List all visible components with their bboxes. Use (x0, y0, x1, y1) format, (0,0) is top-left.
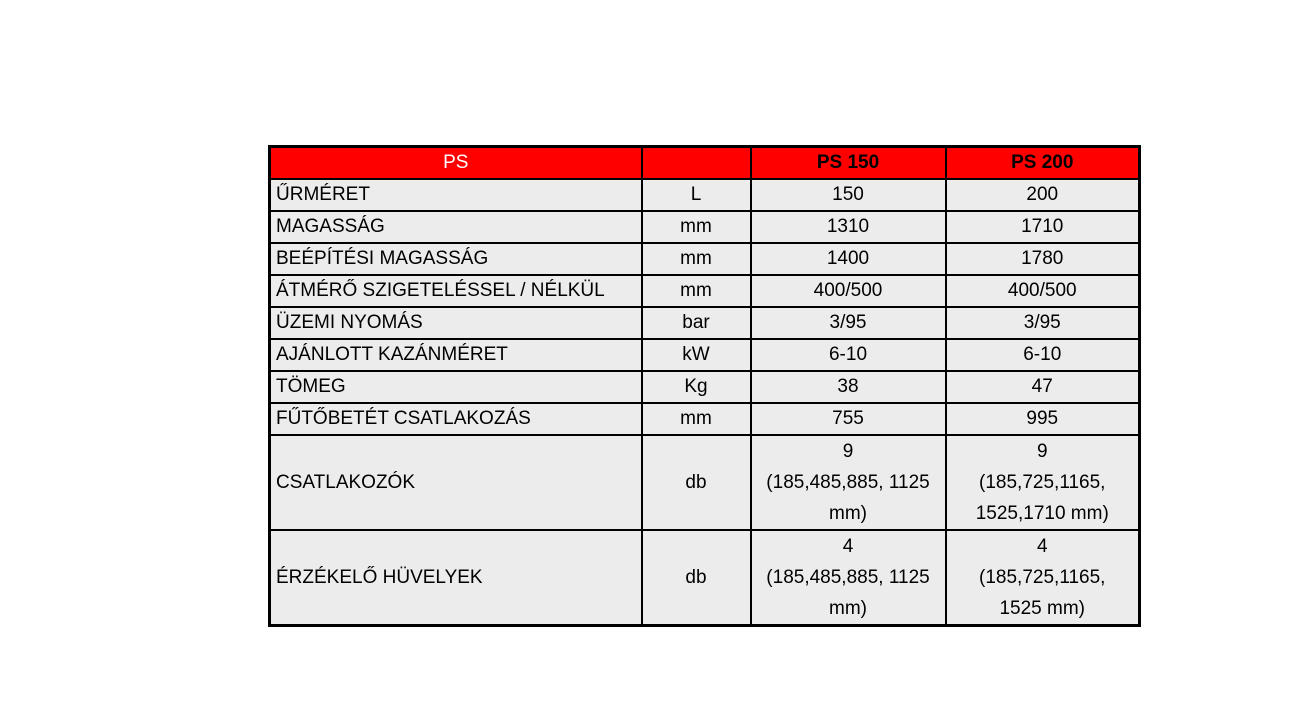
row-value: 6-10 (946, 339, 1140, 371)
value-line: mm) (829, 598, 867, 619)
value-line: 9 (842, 441, 854, 462)
row-unit: mm (642, 275, 751, 307)
value-line: 9 (1036, 441, 1048, 462)
row-value: 38 (751, 371, 946, 403)
row-label: FŰTŐBETÉT CSATLAKOZÁS (270, 403, 642, 435)
row-label: BEÉPÍTÉSI MAGASSÁG (270, 243, 642, 275)
row-value (946, 435, 1140, 530)
row-label: ÁTMÉRŐ SZIGETELÉSSEL / NÉLKÜL (270, 275, 642, 307)
table-row (270, 530, 1140, 626)
row-unit: db (642, 435, 751, 530)
row-label: ŰRMÉRET (270, 179, 642, 211)
table-row (270, 179, 1140, 211)
row-value: 995 (946, 403, 1140, 435)
spec-table (268, 145, 1141, 627)
row-label: ÉRZÉKELŐ HÜVELYEK (270, 530, 642, 626)
table-row (270, 211, 1140, 243)
table-row (270, 371, 1140, 403)
row-unit: mm (642, 243, 751, 275)
header-name-cell: PS (270, 147, 642, 180)
row-value (946, 530, 1140, 626)
row-value: 1400 (751, 243, 946, 275)
value-line: (185,485,885, 1125 (766, 472, 930, 493)
value-line: 4 (842, 536, 854, 557)
row-label: ÜZEMI NYOMÁS (270, 307, 642, 339)
value-line: mm) (829, 503, 867, 524)
value-line: (185,485,885, 1125 (766, 567, 930, 588)
row-value: 1780 (946, 243, 1140, 275)
value-line: (185,725,1165, (979, 567, 1106, 588)
row-value (751, 435, 946, 530)
row-unit: Kg (642, 371, 751, 403)
header-unit-cell (642, 147, 751, 180)
row-value: 6-10 (751, 339, 946, 371)
row-unit: mm (642, 403, 751, 435)
row-unit: L (642, 179, 751, 211)
value-line: 1525 mm) (999, 598, 1086, 619)
value-line: (185,725,1165, (979, 472, 1106, 493)
value-line: 1525,1710 mm) (975, 503, 1109, 524)
row-unit: db (642, 530, 751, 626)
row-value: 1710 (946, 211, 1140, 243)
row-unit: kW (642, 339, 751, 371)
row-value: 3/95 (946, 307, 1140, 339)
table-row (270, 275, 1140, 307)
row-value: 400/500 (946, 275, 1140, 307)
row-label: CSATLAKOZÓK (270, 435, 642, 530)
row-value: 150 (751, 179, 946, 211)
row-label: TÖMEG (270, 371, 642, 403)
header-model-cell: PS 150 (751, 147, 946, 180)
row-value: 1310 (751, 211, 946, 243)
table-row (270, 435, 1140, 530)
table-row (270, 307, 1140, 339)
row-value: 200 (946, 179, 1140, 211)
row-value: 400/500 (751, 275, 946, 307)
row-value: 755 (751, 403, 946, 435)
table-row (270, 339, 1140, 371)
header-row (270, 147, 1140, 180)
row-value: 47 (946, 371, 1140, 403)
row-label: AJÁNLOTT KAZÁNMÉRET (270, 339, 642, 371)
row-label: MAGASSÁG (270, 211, 642, 243)
row-value (751, 530, 946, 626)
value-line: 4 (1036, 536, 1048, 557)
row-unit: mm (642, 211, 751, 243)
row-unit: bar (642, 307, 751, 339)
row-value: 3/95 (751, 307, 946, 339)
table-row (270, 243, 1140, 275)
header-model-cell: PS 200 (946, 147, 1140, 180)
table-row (270, 403, 1140, 435)
